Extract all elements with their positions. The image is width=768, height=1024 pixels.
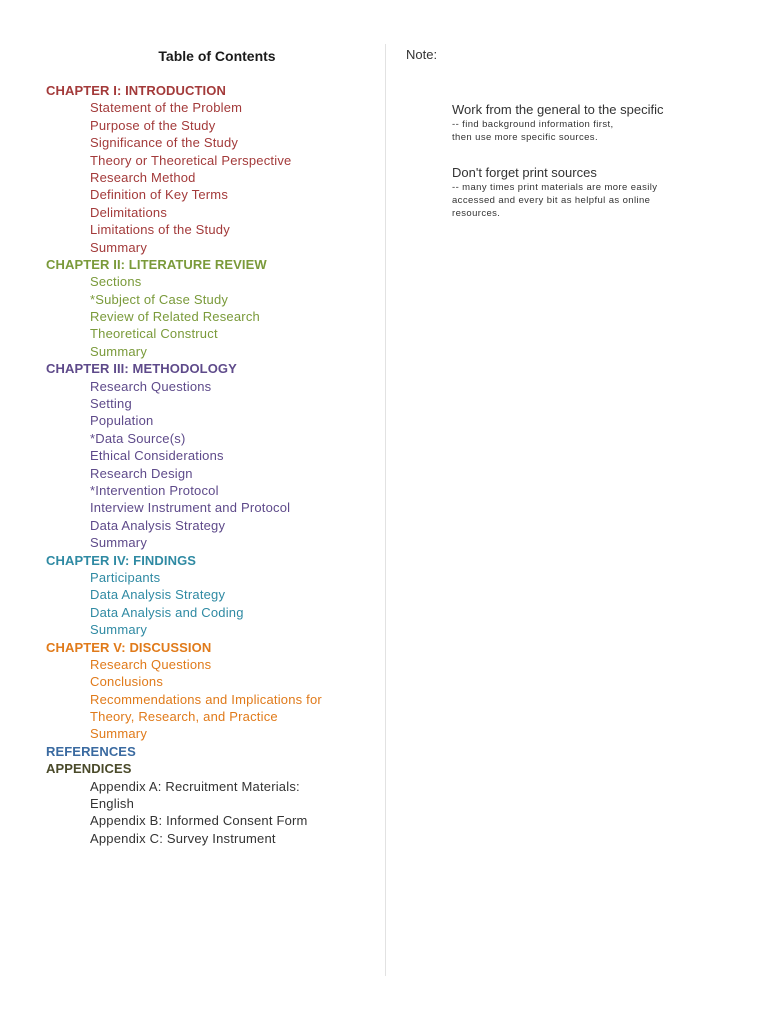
- toc-chapter: [46, 256, 376, 360]
- toc-chapter: [46, 743, 376, 760]
- toc-entry[interactable]: Research Design: [90, 465, 193, 481]
- note-line: then use more specific sources.: [452, 132, 598, 143]
- toc-entry[interactable]: Statement of the Problem: [90, 100, 243, 116]
- toc-entry[interactable]: Recommendations and Implications for: [90, 691, 322, 707]
- chapter-heading[interactable]: CHAPTER I: INTRODUCTION: [46, 83, 226, 98]
- toc-entry[interactable]: *Intervention Protocol: [90, 482, 219, 498]
- table-of-contents: [46, 46, 376, 847]
- toc-entry[interactable]: Ethical Considerations: [90, 448, 224, 464]
- toc-entry[interactable]: Definition of Key Terms: [90, 187, 229, 203]
- toc-entry[interactable]: Sections: [90, 274, 142, 290]
- toc-entry[interactable]: Appendix C: Survey Instrument: [90, 830, 276, 846]
- toc-entry[interactable]: Participants: [90, 569, 161, 585]
- toc-entry[interactable]: Population: [90, 413, 154, 429]
- chapter-heading[interactable]: CHAPTER V: DISCUSSION: [46, 639, 212, 655]
- note-label: Note:: [406, 47, 438, 62]
- note-line: accessed and every bit as helpful as online: [452, 195, 651, 206]
- toc-entry[interactable]: Theoretical Construct: [90, 326, 218, 342]
- toc-entry[interactable]: Summary: [90, 622, 148, 638]
- toc-entry[interactable]: Purpose of the Study: [90, 117, 216, 133]
- toc-entry[interactable]: Appendix A: Recruitment Materials:: [90, 778, 300, 794]
- toc-entry[interactable]: Summary: [90, 343, 148, 359]
- note-line: -- find background information first,: [452, 119, 614, 130]
- toc-chapter: [46, 360, 376, 551]
- toc-entry[interactable]: Research Questions: [90, 656, 212, 672]
- chapter-heading[interactable]: CHAPTER III: METHODOLOGY: [46, 361, 237, 377]
- toc-entry[interactable]: Summary: [90, 535, 148, 551]
- toc-entry[interactable]: Research Method: [90, 169, 196, 185]
- chapter-heading[interactable]: CHAPTER IV: FINDINGS: [46, 552, 197, 568]
- toc-entry[interactable]: Significance of the Study: [90, 135, 239, 151]
- toc-entry[interactable]: English: [90, 796, 135, 812]
- toc-entry[interactable]: Interview Instrument and Protocol: [90, 500, 291, 516]
- toc-entry[interactable]: *Subject of Case Study: [90, 291, 229, 307]
- note-general-to-specific: [452, 101, 742, 144]
- toc-entry[interactable]: Data Analysis and Coding: [90, 604, 244, 620]
- toc-entry[interactable]: *Data Source(s): [90, 430, 186, 446]
- toc-chapter: [46, 639, 376, 743]
- toc-entry[interactable]: Data Analysis Strategy: [90, 587, 226, 603]
- toc-entry[interactable]: Conclusions: [90, 674, 164, 690]
- toc-entry[interactable]: Theory, Research, and Practice: [90, 709, 278, 725]
- toc-entry[interactable]: Setting: [90, 396, 132, 412]
- note-print-sources: [452, 164, 742, 220]
- column-divider: [385, 44, 386, 976]
- toc-chapter: [46, 760, 376, 847]
- note-line: resources.: [452, 208, 501, 219]
- toc-entry[interactable]: Research Questions: [90, 378, 212, 394]
- chapter-heading[interactable]: REFERENCES: [46, 743, 136, 759]
- toc-entry[interactable]: Summary: [90, 239, 148, 255]
- toc-entry[interactable]: Appendix B: Informed Consent Form: [90, 813, 308, 829]
- toc-entry[interactable]: Theory or Theoretical Perspective: [90, 152, 292, 168]
- chapter-heading[interactable]: CHAPTER II: LITERATURE REVIEW: [46, 256, 267, 272]
- toc-entry[interactable]: Data Analysis Strategy: [90, 517, 226, 533]
- note-heading: Don't forget print sources: [452, 165, 597, 180]
- toc-chapter: [46, 552, 376, 639]
- toc-entry[interactable]: Review of Related Research: [90, 309, 260, 325]
- note-line: -- many times print materials are more easily: [452, 182, 658, 193]
- chapter-list: [46, 82, 376, 847]
- toc-entry[interactable]: Limitations of the Study: [90, 222, 230, 238]
- toc-title: Table of Contents: [158, 48, 276, 64]
- toc-entry[interactable]: Summary: [90, 726, 148, 742]
- toc-entry[interactable]: Delimitations: [90, 204, 168, 220]
- note-heading: Work from the general to the specific: [452, 102, 664, 117]
- chapter-heading[interactable]: APPENDICES: [46, 761, 132, 777]
- toc-chapter: [46, 82, 376, 256]
